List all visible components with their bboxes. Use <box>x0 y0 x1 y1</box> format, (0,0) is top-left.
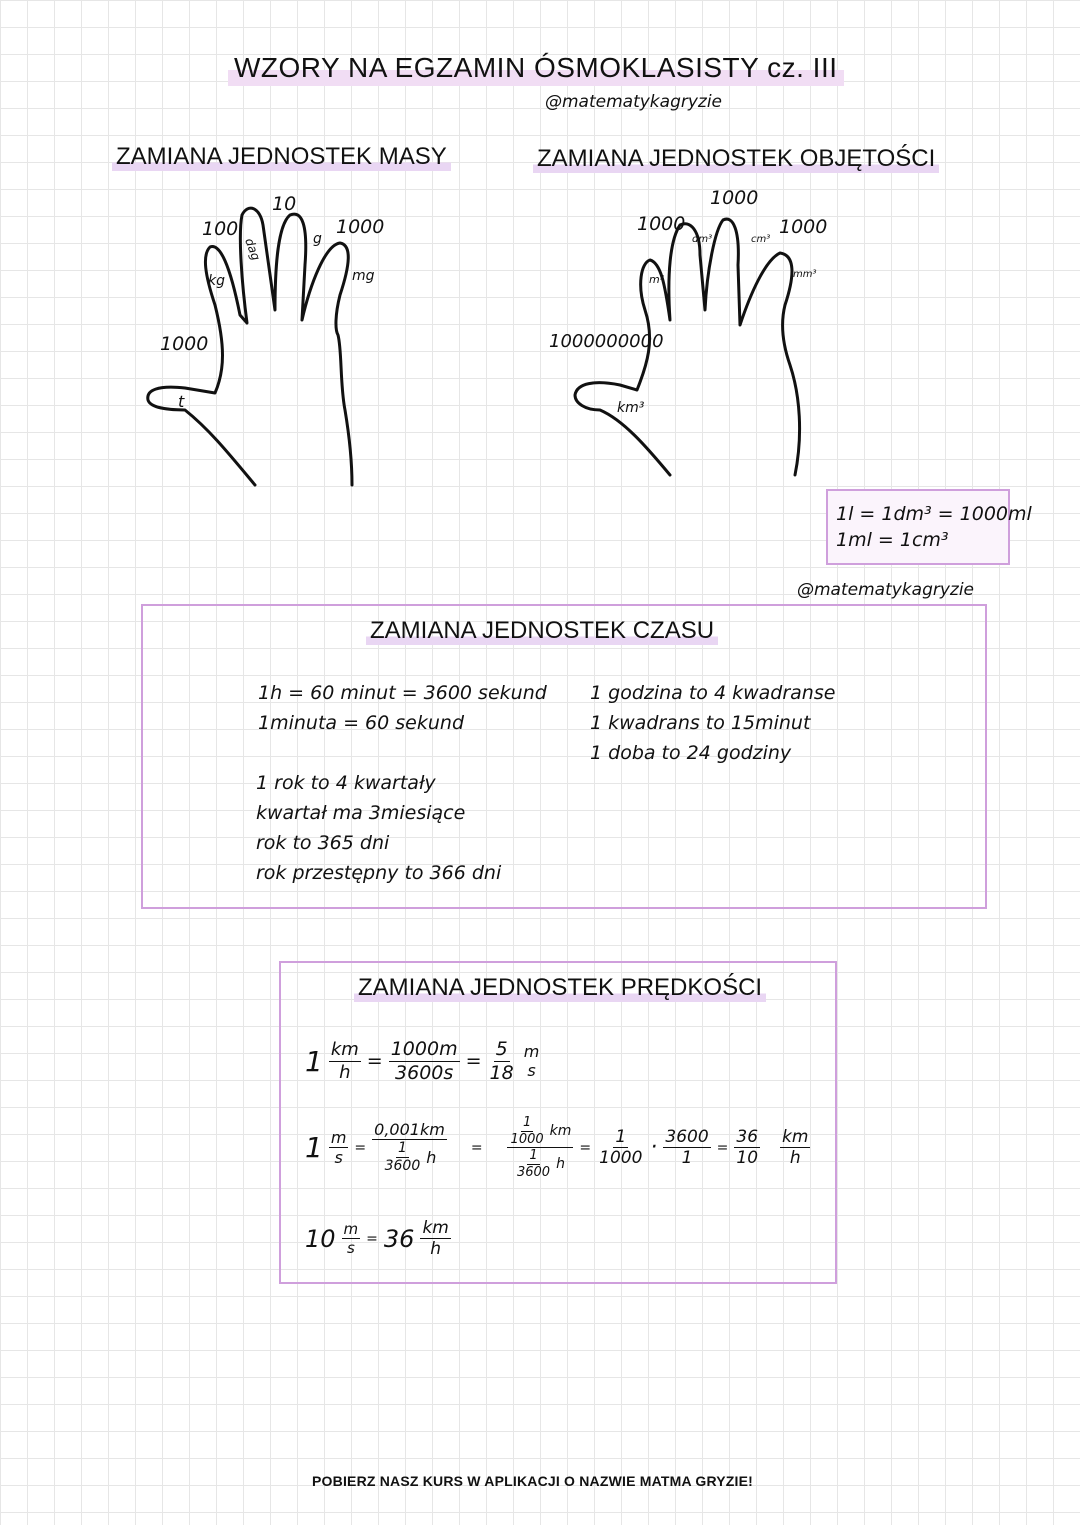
time-year-line: kwartał ma 3miesiące <box>256 802 466 824</box>
time-heading: ZAMIANA JEDNOSTEK CZASU <box>366 617 718 645</box>
denominator: 3600 <box>516 1164 551 1180</box>
denominator: 3600 <box>384 1158 421 1175</box>
unit-h: h <box>430 1239 442 1260</box>
unit-t: t <box>178 392 185 411</box>
unit-km3: km³ <box>617 400 645 416</box>
time-right-line: 1 doba to 24 godziny <box>590 742 792 764</box>
numerator: 1 <box>522 1115 532 1130</box>
number-one: 1 <box>305 1044 323 1078</box>
unit-kg: kg <box>208 273 225 289</box>
footer-cta: POBIERZ NASZ KURS W APLIKACJI O NAZWIE MATMA GRYZIE! <box>312 1473 754 1489</box>
volume-hand-diagram <box>545 185 865 505</box>
unit-cm3: cm³ <box>751 234 771 245</box>
author-handle-2: @matematykagryzie <box>797 580 975 600</box>
unit-s: s <box>527 1061 536 1081</box>
equals-sign: = <box>579 1139 592 1156</box>
time-right-line: 1 godzina to 4 kwadranse <box>590 682 836 704</box>
denominator: 1000 <box>599 1148 643 1169</box>
unit-km: km <box>330 1039 359 1061</box>
factor-km3-m3: 1000000000 <box>549 331 664 352</box>
equals-sign: = <box>465 1050 482 1073</box>
volume-note-line1: 1l = 1dm³ = 1000ml <box>836 503 1032 525</box>
unit-s: s <box>334 1148 343 1168</box>
denominator: 3600s <box>395 1061 454 1084</box>
numerator: 3600 <box>665 1126 709 1147</box>
equals-sign: = <box>366 1230 378 1247</box>
unit-h: h <box>556 1155 565 1172</box>
time-right-line: 1 kwadrans to 15minut <box>590 712 811 734</box>
numerator: 1 <box>397 1140 407 1157</box>
speed-row-3 <box>305 1218 451 1260</box>
denominator: 10 <box>736 1148 759 1169</box>
numerator: 1 <box>615 1126 627 1147</box>
equals-sign: = <box>366 1050 383 1073</box>
time-left-list <box>258 678 547 738</box>
unit-mg: mg <box>352 268 375 284</box>
unit-s: s <box>346 1239 355 1258</box>
unit-m: m <box>523 1042 540 1062</box>
factor-dm3-cm3: 1000 <box>710 187 759 209</box>
equals-sign: = <box>354 1139 367 1156</box>
numerator: 1000m <box>390 1038 458 1060</box>
number-one: 1 <box>305 1131 323 1165</box>
numerator: 5 <box>495 1038 508 1060</box>
unit-km: km <box>422 1218 449 1238</box>
denominator: 1000 <box>510 1131 544 1147</box>
time-left-line: 1minuta = 60 sekund <box>258 712 465 734</box>
time-right-list <box>590 678 835 768</box>
author-handle: @matematykagryzie <box>545 92 723 112</box>
page-title: WZORY NA EGZAMIN ÓSMOKLASISTY cz. III <box>228 50 844 86</box>
factor-kg-dag: 100 <box>202 218 239 240</box>
mass-heading: ZAMIANA JEDNOSTEK MASY <box>112 143 451 171</box>
factor-cm3-mm3: 1000 <box>779 216 828 238</box>
speed-row-2 <box>305 1115 810 1180</box>
volume-note-box <box>826 489 1032 565</box>
speed-value: 36 <box>383 1224 415 1253</box>
speed-row-1 <box>305 1038 541 1085</box>
unit-h: h <box>426 1148 437 1168</box>
unit-m: m <box>343 1220 359 1239</box>
unit-mm3: mm³ <box>793 269 817 280</box>
factor-dag-g: 10 <box>272 193 297 215</box>
numerator: 1 <box>529 1148 538 1164</box>
mass-hand-diagram <box>130 185 450 505</box>
unit-km: km <box>549 1122 572 1139</box>
number-ten: 10 <box>305 1224 336 1253</box>
numerator: 36 <box>736 1126 759 1147</box>
factor-g-mg: 1000 <box>336 216 385 238</box>
volume-note-line2: 1ml = 1cm³ <box>836 529 949 551</box>
factor-m3-dm3: 1000 <box>637 213 686 235</box>
equals-sign: = <box>470 1139 483 1156</box>
unit-dag: dag <box>242 236 264 263</box>
time-left-line: 1h = 60 minut = 3600 sekund <box>258 682 547 704</box>
multiply-dot: · <box>650 1135 658 1161</box>
denominator: 1 <box>681 1148 693 1169</box>
speed-heading: ZAMIANA JEDNOSTEK PRĘDKOŚCI <box>354 974 766 1002</box>
numerator: 0,001km <box>374 1120 445 1140</box>
time-year-line: rok przestępny to 366 dni <box>256 862 502 884</box>
unit-km: km <box>782 1126 809 1147</box>
unit-h: h <box>789 1148 801 1169</box>
factor-t-kg: 1000 <box>160 333 209 355</box>
unit-h: h <box>339 1061 351 1083</box>
unit-m3: m³ <box>649 273 665 286</box>
unit-m: m <box>330 1128 347 1147</box>
volume-heading: ZAMIANA JEDNOSTEK OBJĘTOŚCI <box>533 145 939 173</box>
equals-sign: = <box>716 1139 729 1156</box>
time-year-list <box>256 768 501 888</box>
time-year-line: rok to 365 dni <box>256 832 390 854</box>
unit-g: g <box>313 231 322 247</box>
denominator: 18 <box>489 1061 514 1084</box>
unit-dm3: dm³ <box>692 234 713 245</box>
time-year-line: 1 rok to 4 kwartały <box>256 772 436 794</box>
